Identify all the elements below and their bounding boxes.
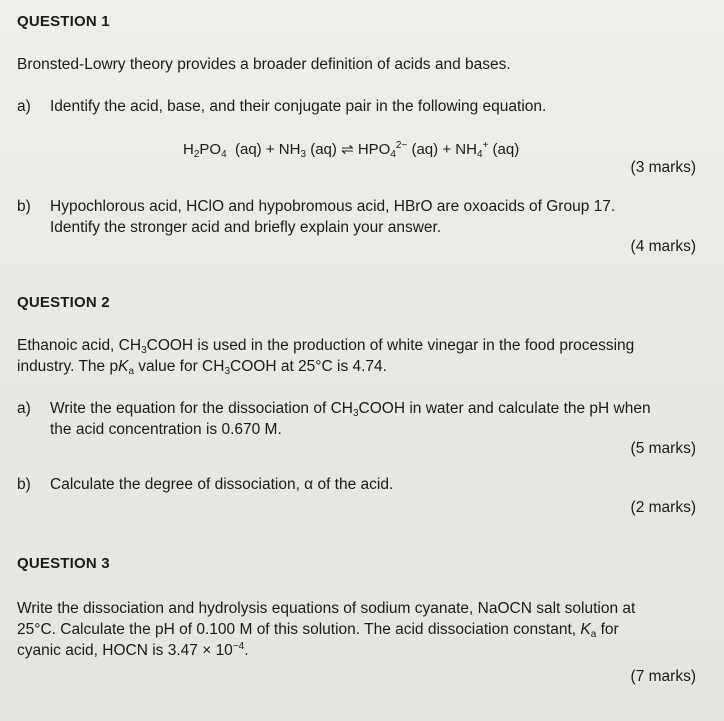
question-2-intro-line2: industry. The $pK_a$ value for $CH_3COOH$ at 25°C is 4.74. [17, 358, 387, 377]
question-2-intro-line1: Ethanoic acid, $CH_3COOH$ is used in the production of white vinegar in the food processing [17, 337, 635, 356]
question-2a-line2: the acid concentration is 0.670 M. [50, 421, 282, 438]
reactant-h2po4: $H_2PO_4$ [183, 141, 227, 160]
question-3-line3: cyanic acid, HOCN is $3.47 \times 10^{-4}$. [17, 641, 249, 659]
state-aq: (aq) [411, 141, 439, 158]
question-1b-marks: (4 marks) [630, 238, 696, 255]
question-1-heading: QUESTION 1 [17, 13, 110, 30]
question-2a-label: a) [17, 400, 31, 417]
question-1a-label: a) [17, 98, 31, 115]
question-2a-line1: Write the equation for the dissociation of $CH_3COOH$ in water and calculate the pH when [50, 400, 651, 419]
question-2-heading: QUESTION 2 [17, 294, 110, 311]
question-3-line1: Write the dissociation and hydrolysis equations of sodium cyanate, NaOCN salt solution at [17, 600, 636, 617]
question-1b-line1: Hypochlorous acid, HClO and hypobromous acid, HBrO are oxoacids of Group 17. [50, 198, 616, 215]
question-2b-label: b) [17, 476, 31, 493]
product-nh4: $NH_4^+$ [455, 140, 489, 160]
state-aq: (aq) [235, 141, 262, 158]
question-1-intro: Bronsted-Lowry theory provides a broader definition of acids and bases. [17, 56, 511, 73]
plus-sign: + [442, 141, 452, 158]
question-1a-marks: (3 marks) [630, 159, 696, 176]
state-aq: (aq) [492, 141, 520, 158]
question-1b-line2: Identify the stronger acid and briefly explain your answer. [50, 219, 442, 236]
equilibrium-arrow: ⇌ [341, 141, 354, 158]
equation-1 [183, 140, 519, 158]
question-2a-marks: (5 marks) [630, 440, 696, 457]
question-3-marks: (7 marks) [630, 668, 696, 685]
question-3-line2: 25°C. Calculate the pH of 0.100 M of this solution. The acid dissociation constant, $K_a$ for [17, 621, 619, 640]
product-hpo4: $HPO_4^{2-}$ [357, 140, 408, 160]
question-2b-marks: (2 marks) [630, 499, 696, 516]
question-1a-text: Identify the acid, base, and their conjugate pair in the following equation. [50, 98, 547, 115]
question-2b-text: Calculate the degree of dissociation, α of the acid. [50, 476, 394, 493]
reactant-nh3: $NH_3$ [278, 141, 307, 160]
state-aq: (aq) [310, 141, 337, 158]
question-1b-label: b) [17, 198, 31, 215]
question-3-heading: QUESTION 3 [17, 555, 110, 572]
plus-sign: + [265, 141, 275, 158]
